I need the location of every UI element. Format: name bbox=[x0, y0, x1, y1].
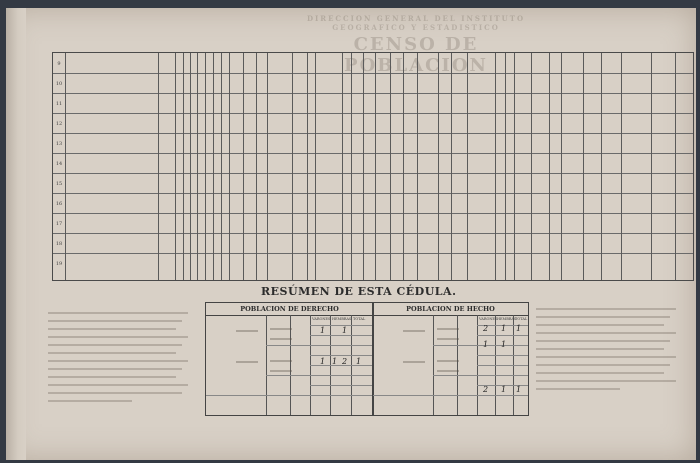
grid-column-line bbox=[221, 53, 222, 280]
grid-column-line bbox=[403, 53, 404, 280]
derecho-table bbox=[205, 302, 374, 416]
summary-value: 1 bbox=[501, 340, 507, 349]
hecho-table bbox=[372, 302, 529, 416]
fine-print-line bbox=[536, 332, 676, 334]
fine-print-line bbox=[48, 320, 182, 322]
grid-column-line bbox=[621, 53, 622, 280]
summary-value: 1 bbox=[320, 326, 326, 335]
grid-column-line bbox=[65, 53, 66, 280]
row-number: 18 bbox=[55, 241, 63, 247]
grid-column-line bbox=[495, 53, 496, 280]
summary-value: 1 bbox=[483, 340, 489, 349]
grid-column-line bbox=[243, 53, 244, 280]
summary-value: 2 bbox=[342, 357, 348, 366]
summary-row-line bbox=[206, 395, 373, 396]
summary-value: 2 bbox=[483, 385, 489, 394]
fine-print-line bbox=[536, 380, 676, 382]
grid-column-line bbox=[351, 53, 352, 280]
grid-column-line bbox=[675, 53, 676, 280]
grid-column-line bbox=[651, 53, 652, 280]
summary-category-label bbox=[236, 330, 258, 332]
grid-column-line bbox=[505, 53, 506, 280]
grid-row-line bbox=[53, 133, 693, 134]
fine-print-line bbox=[536, 308, 676, 310]
fine-print-line bbox=[536, 324, 664, 326]
fine-print-line bbox=[48, 328, 176, 330]
fine-print-line bbox=[536, 388, 620, 390]
census-grid bbox=[52, 52, 694, 281]
summary-category-label bbox=[403, 361, 425, 363]
summary-row-line bbox=[477, 355, 528, 356]
grid-column-line bbox=[175, 53, 176, 280]
grid-column-line bbox=[315, 53, 316, 280]
row-number: 10 bbox=[55, 81, 63, 87]
fine-print-line bbox=[48, 392, 182, 394]
census-sheet bbox=[6, 8, 696, 460]
grid-row-line bbox=[53, 213, 693, 214]
grid-row-line bbox=[53, 113, 693, 114]
grid-column-line bbox=[183, 53, 184, 280]
summary-row-line bbox=[310, 335, 373, 336]
fine-print-line bbox=[48, 400, 132, 402]
fine-print-line bbox=[536, 372, 664, 374]
fine-print-line bbox=[536, 340, 670, 342]
fine-print-line bbox=[536, 348, 664, 350]
summary-category-label bbox=[270, 338, 292, 340]
summary-category-label bbox=[437, 360, 459, 362]
grid-column-line bbox=[417, 53, 418, 280]
row-number: 19 bbox=[55, 261, 63, 267]
fine-print-line bbox=[48, 344, 182, 346]
summary-row-line bbox=[310, 385, 373, 386]
grid-column-line bbox=[514, 53, 515, 280]
grid-column-line bbox=[190, 53, 191, 280]
summary-col-heading: TOTAL bbox=[353, 317, 366, 321]
summary-category-label bbox=[437, 370, 459, 372]
summary-value: 1 bbox=[342, 326, 348, 335]
summary-category-label bbox=[270, 328, 292, 330]
fine-print-line bbox=[536, 364, 670, 366]
summary-row-line bbox=[266, 345, 373, 346]
summary-col-heading: VARONES bbox=[312, 317, 331, 321]
summary-category-label bbox=[437, 328, 459, 330]
summary-col-heading: VARONES bbox=[479, 317, 498, 321]
fine-print-line bbox=[48, 384, 188, 386]
grid-row-line bbox=[53, 93, 693, 94]
fine-print-line bbox=[48, 376, 176, 378]
ghost-line-2: CENSO DE POBLACION bbox=[344, 34, 488, 76]
grid-column-line bbox=[197, 53, 198, 280]
summary-value: 1 bbox=[516, 385, 522, 394]
summary-row-line bbox=[477, 335, 528, 336]
summary-row-line bbox=[477, 365, 528, 366]
summary-category-label bbox=[270, 360, 292, 362]
fine-print-line bbox=[536, 356, 676, 358]
grid-column-line bbox=[213, 53, 214, 280]
grid-column-line bbox=[601, 53, 602, 280]
grid-column-line bbox=[390, 53, 391, 280]
ghost-line-1: DIRECCION GENERAL DEL INSTITUTO GEOGRAFICO Y ESTADISTICO bbox=[306, 14, 526, 32]
summary-value: 1 bbox=[501, 324, 507, 333]
row-number: 14 bbox=[55, 161, 63, 167]
grid-column-line bbox=[205, 53, 206, 280]
fine-print-line bbox=[48, 336, 188, 338]
summary-row-line bbox=[433, 345, 528, 346]
summary-col-heading: HEMBRAS bbox=[497, 317, 517, 321]
summary-category-label bbox=[403, 330, 425, 332]
summary-value: 1 bbox=[356, 357, 362, 366]
grid-column-line bbox=[549, 53, 550, 280]
summary-value: 1 bbox=[501, 385, 507, 394]
summary-col-heading: HEMBRAS bbox=[332, 317, 352, 321]
grid-column-line bbox=[375, 53, 376, 280]
summary-row-line bbox=[373, 395, 528, 396]
grid-column-line bbox=[158, 53, 159, 280]
sheet-edge bbox=[6, 8, 26, 460]
summary-column-line bbox=[290, 315, 291, 415]
summary-row-line bbox=[433, 375, 528, 376]
grid-column-line bbox=[229, 53, 230, 280]
summary-value: 2 bbox=[483, 324, 489, 333]
row-number: 13 bbox=[55, 141, 63, 147]
grid-row-line bbox=[53, 153, 693, 154]
summary-value: 1 bbox=[320, 357, 326, 366]
grid-column-line bbox=[342, 53, 343, 280]
grid-row-line bbox=[53, 193, 693, 194]
summary-column-line bbox=[266, 315, 267, 415]
summary-column-line bbox=[433, 315, 434, 415]
grid-column-line bbox=[531, 53, 532, 280]
grid-column-line bbox=[256, 53, 257, 280]
grid-column-line bbox=[467, 53, 468, 280]
grid-column-line bbox=[363, 53, 364, 280]
summary-category-label bbox=[437, 338, 459, 340]
fine-print-line bbox=[48, 368, 182, 370]
row-number: 16 bbox=[55, 201, 63, 207]
summary-title: RESÚMEN DE ESTA CÉDULA. bbox=[261, 285, 457, 298]
summary-value: 1 bbox=[516, 324, 522, 333]
fine-print-line bbox=[48, 312, 188, 314]
row-number: 11 bbox=[55, 101, 63, 107]
summary-value: 1 bbox=[332, 357, 338, 366]
row-number: 15 bbox=[55, 181, 63, 187]
hecho-header: POBLACION DE HECHO bbox=[373, 303, 528, 316]
grid-row-line bbox=[53, 173, 693, 174]
summary-column-line bbox=[457, 315, 458, 415]
grid-column-line bbox=[267, 53, 268, 280]
grid-column-line bbox=[438, 53, 439, 280]
row-number: 9 bbox=[57, 61, 61, 67]
grid-row-line bbox=[53, 233, 693, 234]
grid-column-line bbox=[561, 53, 562, 280]
summary-row-line bbox=[266, 375, 373, 376]
fine-print-line bbox=[48, 352, 176, 354]
grid-column-line bbox=[583, 53, 584, 280]
summary-category-label bbox=[236, 361, 258, 363]
grid-row-line bbox=[53, 73, 693, 74]
summary-category-label bbox=[270, 370, 292, 372]
row-number: 17 bbox=[55, 221, 63, 227]
grid-column-line bbox=[307, 53, 308, 280]
summary-col-heading: TOTAL bbox=[515, 317, 528, 321]
fine-print-line bbox=[536, 316, 670, 318]
summary-row-line bbox=[310, 355, 373, 356]
derecho-header: POBLACION DE DERECHO bbox=[206, 303, 373, 316]
grid-column-line bbox=[451, 53, 452, 280]
fine-print-line bbox=[48, 360, 188, 362]
row-number: 12 bbox=[55, 121, 63, 127]
grid-column-line bbox=[292, 53, 293, 280]
grid-row-line bbox=[53, 253, 693, 254]
